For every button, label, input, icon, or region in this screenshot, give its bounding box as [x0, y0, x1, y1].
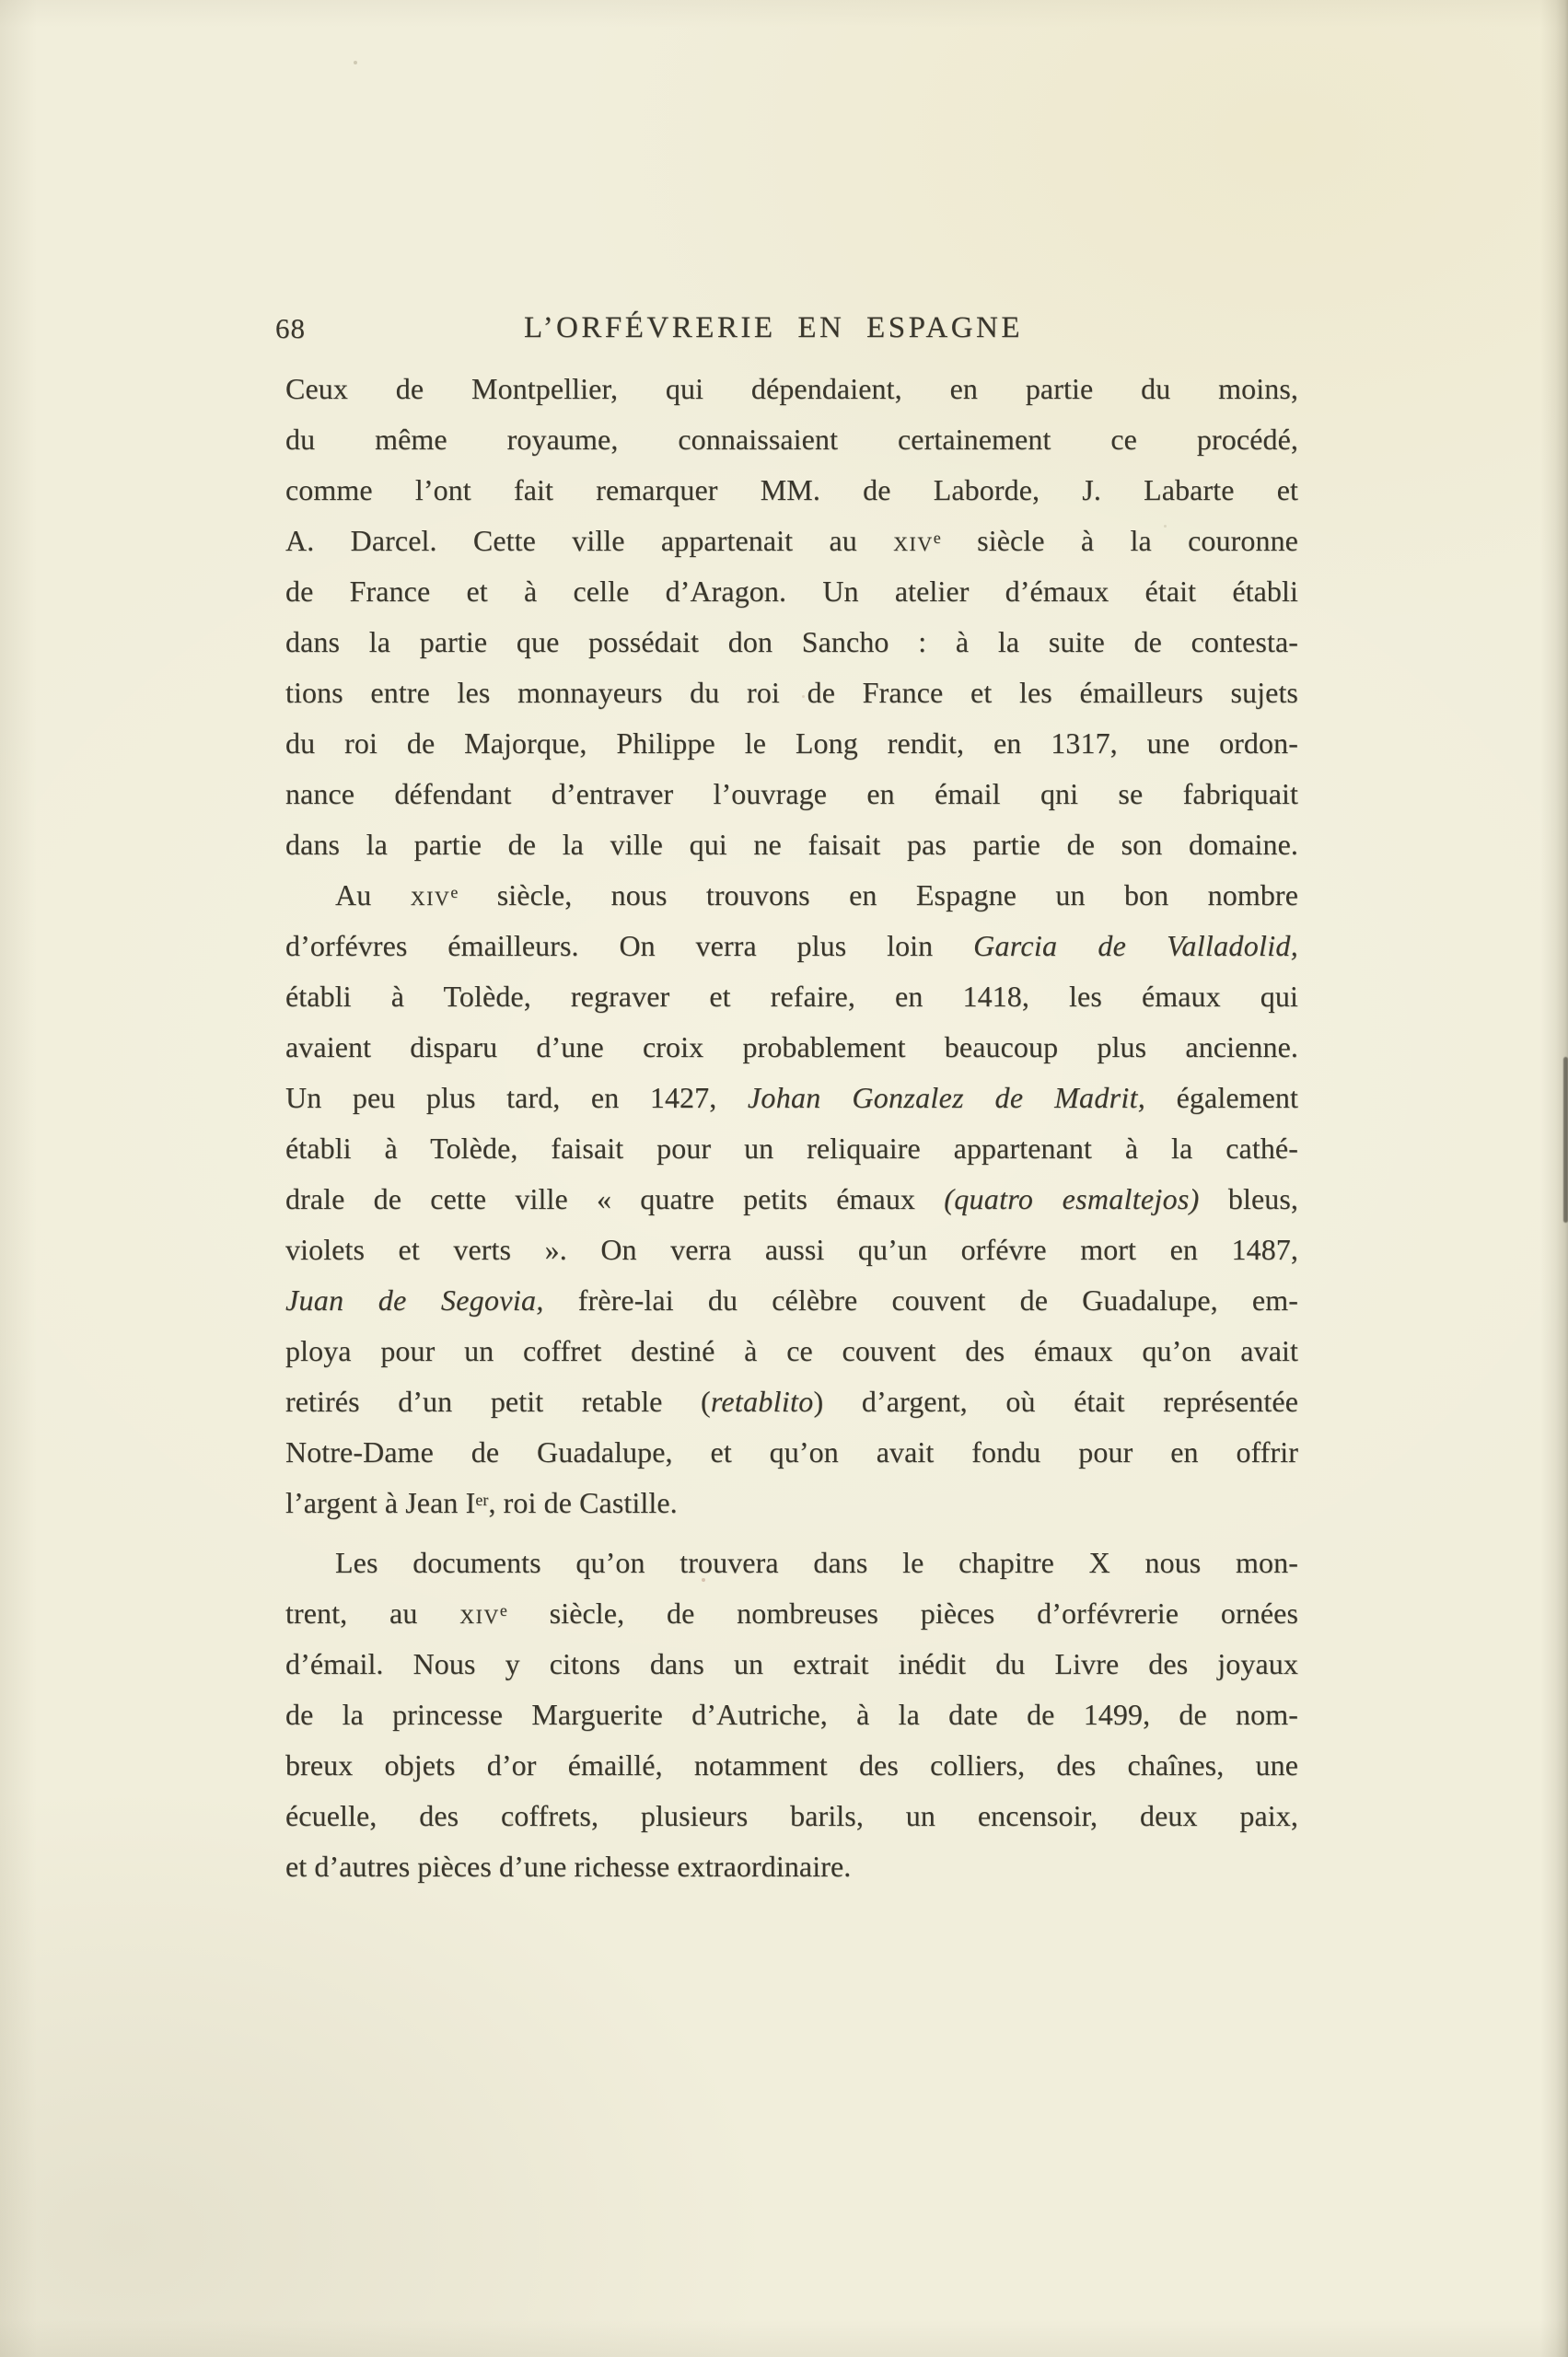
text-line: écuelle, des coffrets, plusieurs barils, un encensoir, deux paix,	[285, 1799, 1298, 1832]
text-line: comme l’ont fait remarquer MM. de Laborde, J. Labarte et	[285, 473, 1298, 506]
text-line: du roi de Majorque, Philippe le Long rendit, en 1317, une ordon-	[285, 726, 1298, 760]
text-line: l’argent à Jean Ier, roi de Castille.	[285, 1486, 678, 1519]
text-line: drale de cette ville « quatre petits émaux (quatro esmaltejos) bleus,	[285, 1182, 1299, 1215]
running-header	[285, 308, 1298, 347]
paragraph	[285, 1538, 1298, 1892]
text-line: Notre-Dame de Guadalupe, et qu’on avait fondu pour en offrir	[285, 1435, 1298, 1469]
text-line: de France et à celle d’Aragon. Un atelier d’émaux était établi	[285, 575, 1298, 608]
text-line: retirés d’un petit retable (retablito) d’argent, où était représentée	[285, 1385, 1298, 1418]
text-line: Au xiv$^e$ siècle, nous trouvons en Espagne un bon nombre	[335, 878, 1298, 911]
text-line: Juan de Segovia, frère-lai du célèbre couvent de Guadalupe, em-	[285, 1283, 1298, 1317]
text-line: établi à Tolède, faisait pour un reliquaire appartenant à la cathé-	[285, 1132, 1298, 1165]
running-header-title: L’ORFÉVRERIE EN ESPAGNE	[523, 311, 1024, 344]
text-line: nance défendant d’entraver l’ouvrage en émail qni se fabriquait	[285, 777, 1298, 810]
text-line: A. Darcel. Cette ville appartenait au xiv$^e$ siècle à la couronne	[285, 524, 1298, 557]
text-line: Un peu plus tard, en 1427, Johan Gonzalez de Madrit, également	[285, 1081, 1299, 1114]
text-block	[285, 364, 1298, 1892]
text-line: trent, au xiv$^e$ siècle, de nombreuses pièces d’orfévrerie ornées	[285, 1596, 1298, 1630]
text-line: violets et verts ». On verra aussi qu’un orfévre mort en 1487,	[285, 1233, 1298, 1266]
text-line: tions entre les monnayeurs du roi de France et les émailleurs sujets	[285, 676, 1298, 709]
text-line: dans la partie de la ville qui ne faisait pas partie de son domaine.	[285, 828, 1298, 861]
page-number: 68	[275, 312, 306, 344]
text-line: ploya pour un coffret destiné à ce couvent des émaux qu’on avait	[285, 1334, 1298, 1367]
text-line: établi à Tolède, regraver et refaire, en 1418, les émaux qui	[285, 980, 1298, 1013]
text-line: Ceux de Montpellier, qui dépendaient, en partie du moins,	[285, 372, 1298, 405]
text-line: d’orfévres émailleurs. On verra plus loin Garcia de Valladolid,	[285, 929, 1298, 962]
text-line: avaient disparu d’une croix probablement beaucoup plus ancienne.	[285, 1030, 1298, 1063]
text-line: Les documents qu’on trouvera dans le chapitre X nous mon-	[335, 1546, 1298, 1579]
text-line: du même royaume, connaissaient certainement ce procédé,	[285, 423, 1298, 456]
text-line: et d’autres pièces d’une richesse extraordinaire.	[285, 1850, 852, 1883]
scan-edge-mark	[1563, 1057, 1568, 1223]
text-line: breux objets d’or émaillé, notamment des colliers, des chaînes, une	[285, 1748, 1298, 1782]
scan-speck	[354, 61, 357, 64]
paragraph	[285, 364, 1298, 870]
text-line: d’émail. Nous y citons dans un extrait inédit du Livre des joyaux	[285, 1647, 1298, 1680]
text-line: de la princesse Marguerite d’Autriche, à la date de 1499, de nom-	[285, 1698, 1298, 1731]
paragraph	[285, 870, 1298, 1528]
text-line: dans la partie que possédait don Sancho : à la suite de contesta-	[285, 625, 1298, 658]
